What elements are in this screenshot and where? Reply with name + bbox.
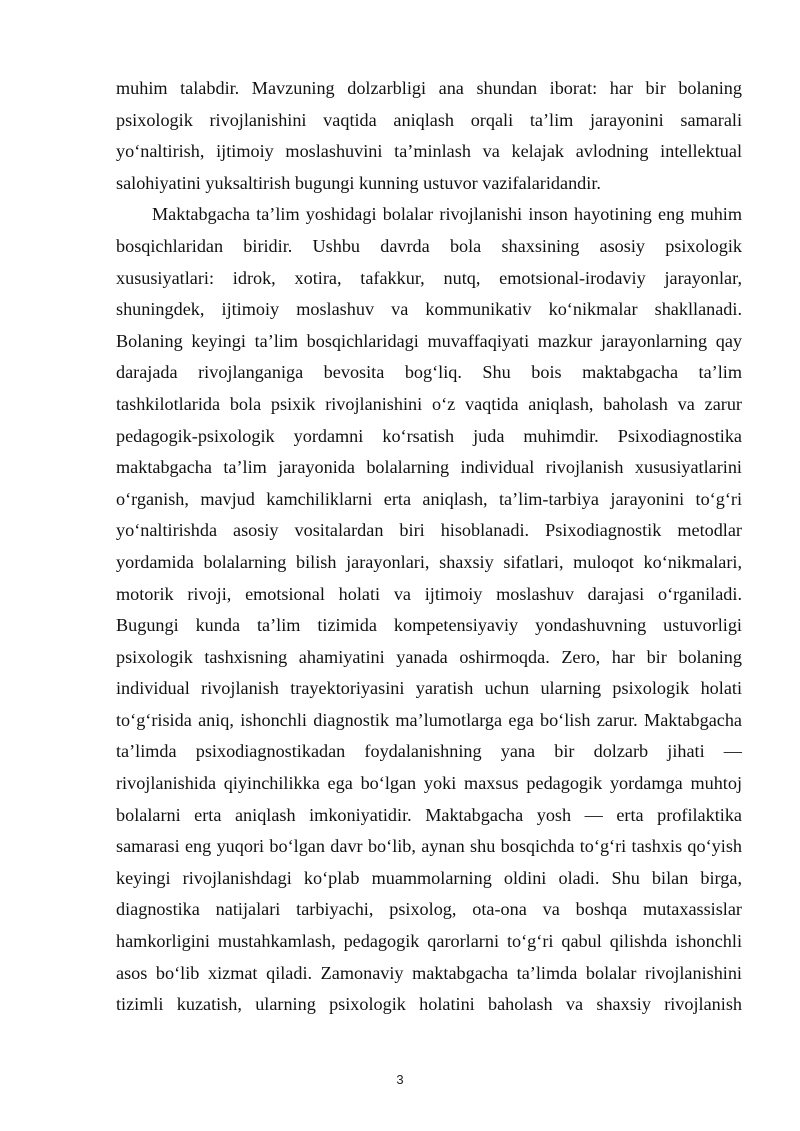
text-line: asos bo‘lib xizmat qiladi. Zamonaviy maktabgacha ta’limda bolalar rivojlanishini (116, 962, 742, 983)
text-line: keyingi rivojlanishdagi ko‘plab muammolarning oldini oladi. Shu bilan birga, (116, 867, 742, 888)
text-line: psixologik rivojlanishini vaqtida aniqlash orqali ta’lim jarayonini samarali (116, 109, 742, 130)
text-line: hamkorligini mustahkamlash, pedagogik qarorlarni to‘g‘ri qabul qilishda ishonchli (116, 931, 742, 952)
paragraph-continuation (116, 73, 742, 199)
text-line: bosqichlaridan biridir. Ushbu davrda bola shaxsining asosiy psixologik (116, 235, 742, 256)
text-line: individual rivojlanish trayektoriyasini yaratish uchun ularning psixologik holati (116, 678, 742, 699)
text-line: Bolaning keyingi ta’lim bosqichlaridagi muvaffaqiyati mazkur jarayonlarning qay (116, 330, 742, 351)
text-line: yo‘naltirishda asosiy vositalardan biri hisoblanadi. Psixodiagnostik metodlar (116, 520, 742, 541)
text-line: maktabgacha ta’lim jarayonida bolalarning individual rivojlanish xususiyatlarini (116, 457, 742, 478)
text-line: Bugungi kunda ta’lim tizimida kompetensiyaviy yondashuvning ustuvorligi (116, 615, 742, 636)
text-line: darajada rivojlanganiga bevosita bog‘liq. Shu bois maktabgacha ta’lim (116, 362, 742, 383)
text-line: shuningdek, ijtimoiy moslashuv va kommunikativ ko‘nikmalar shakllanadi. (116, 299, 742, 320)
text-line: pedagogik-psixologik yordamni ko‘rsatish juda muhimdir. Psixodiagnostika (116, 425, 742, 446)
text-line: ta’limda psixodiagnostikadan foydalanishning yana bir dolzarb jihati — (116, 741, 742, 762)
paragraph-main (116, 199, 742, 1020)
text-line: to‘g‘risida aniq, ishonchli diagnostik ma’lumotlarga ega bo‘lish zarur. Maktabgacha (116, 709, 742, 730)
text-line: o‘rganish, mavjud kamchiliklarni erta aniqlash, ta’lim-tarbiya jarayonini to‘g‘ri (116, 488, 742, 509)
text-line: diagnostika natijalari tarbiyachi, psixolog, ota-ona va boshqa mutaxassislar (116, 899, 742, 920)
text-line: Maktabgacha ta’lim yoshidagi bolalar rivojlanishi inson hayotining eng muhim (152, 204, 742, 225)
text-line: psixologik tashxisning ahamiyatini yanada oshirmoqda. Zero, har bir bolaning (116, 646, 742, 667)
text-line: xususiyatlari: idrok, xotira, tafakkur, nutq, emotsional-irodaviy jarayonlar, (116, 267, 742, 288)
page-number: 3 (396, 1072, 404, 1087)
text-line: samarasi eng yuqori bo‘lgan davr bo‘lib, aynan shu bosqichda to‘g‘ri tashxis qo‘yish (116, 836, 742, 857)
text-line: motorik rivoji, emotsional holati va ijtimoiy moslashuv darajasi o‘rganiladi. (116, 583, 742, 604)
text-line: tizimli kuzatish, ularning psixologik holatini baholash va shaxsiy rivojlanish (116, 994, 742, 1015)
text-line: salohiyatini yuksaltirish bugungi kunning ustuvor vazifalaridandir. (116, 172, 601, 193)
text-line: yo‘naltirish, ijtimoiy moslashuvini ta’minlash va kelajak avlodning intellektual (116, 141, 742, 162)
body-text (116, 73, 742, 1021)
text-line: rivojlanishida qiyinchilikka ega bo‘lgan yoki maxsus pedagogik yordamga muhtoj (116, 773, 742, 794)
text-line: tashkilotlarida bola psixik rivojlanishini o‘z vaqtida aniqlash, baholash va zarur (116, 393, 742, 414)
text-line: bolalarni erta aniqlash imkoniyatidir. Maktabgacha yosh — erta profilaktika (116, 804, 742, 825)
text-line: yordamida bolalarning bilish jarayonlari, shaxsiy sifatlari, muloqot ko‘nikmalari, (116, 551, 742, 572)
text-line: muhim talabdir. Mavzuning dolzarbligi ana shundan iborat: har bir bolaning (116, 78, 742, 98)
